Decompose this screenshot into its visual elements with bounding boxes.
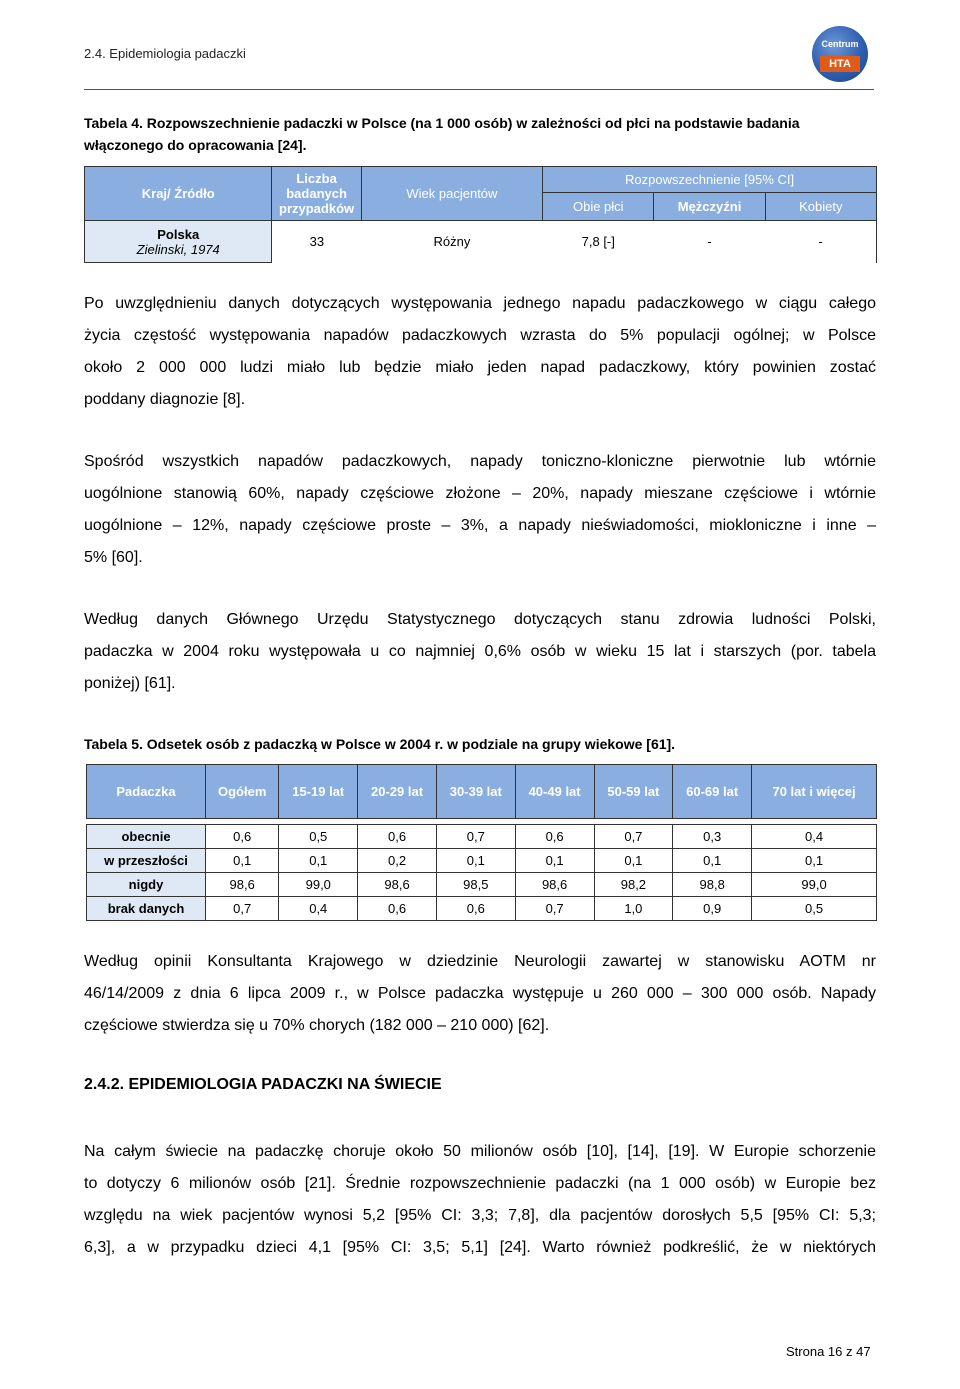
table5-cell: 0,1 [752, 849, 877, 873]
table4-header-both: Obie płci [543, 193, 654, 221]
paragraph-line: to dotyczy 6 milionów osób [21]. Średnie rozpowszechnienie padaczki (na 1 000 osób) w Europie bez [84, 1175, 876, 1192]
table5-cell: 0,7 [206, 897, 279, 921]
paragraph-line: padaczka w 2004 roku występowała u co najmniej 0,6% osób w wieku 15 lat i starszych (por. tabela [84, 643, 876, 660]
table5-row-label: obecnie [87, 825, 206, 849]
paragraph-line: uogólnione stanowią 60%, napady częściowe złożone – 20%, napady mieszane częściowe i wtórnie [84, 485, 876, 502]
header-divider [84, 89, 874, 90]
table5-cell: 0,1 [436, 849, 515, 873]
paragraph-line: uogólnione – 12%, napady częściowe proste – 3%, a napady nieświadomości, miokloniczne i inne – [84, 517, 876, 534]
table5-cell: 0,6 [515, 825, 594, 849]
table5-cell: 0,1 [515, 849, 594, 873]
table5-cell: 98,6 [515, 873, 594, 897]
logo-bottom-text: HTA [820, 56, 860, 72]
table5-cell: 1,0 [594, 897, 673, 921]
table5-cell: 0,9 [673, 897, 752, 921]
table4-header-source: Kraj/ Źródło [85, 167, 272, 221]
table5 [86, 764, 877, 921]
paragraph-line: 5% [60]. [84, 549, 143, 566]
paragraph-line: 46/14/2009 z dnia 6 lipca 2009 r., w Polsce padaczka występuje u 260 000 – 300 000 osób. Napady [84, 985, 876, 1002]
table5-header: 40-49 lat [515, 765, 594, 819]
table5-header: 50-59 lat [594, 765, 673, 819]
table5-cell: 98,8 [673, 873, 752, 897]
paragraph-line: Spośród wszystkich napadów padaczkowych, napady toniczno-kloniczne pierwotnie lub wtórnie [84, 453, 876, 470]
table5-cell: 98,6 [206, 873, 279, 897]
table5-cell: 0,6 [436, 897, 515, 921]
table4-header-prevalence: Rozpowszechnienie [95% CI] [543, 167, 877, 193]
paragraph-line: 6,3], a w przypadku dzieci 4,1 [95% CI: 3,5; 5,1] [24]. Warto również podkreślić, że w niektórych [84, 1239, 876, 1256]
table5-cell: 0,5 [279, 825, 358, 849]
table4-country: Polska [157, 226, 200, 242]
table5-header: 60-69 lat [673, 765, 752, 819]
paragraph-line: poniżej) [61]. [84, 675, 176, 692]
table4-age: Różny [433, 234, 471, 250]
table5-row-label: w przeszłości [87, 849, 206, 873]
table4-header-age: Wiek pacjentów [361, 167, 542, 221]
table5-cell: 0,7 [436, 825, 515, 849]
table5-cell: 98,5 [436, 873, 515, 897]
table5-cell: 0,7 [594, 825, 673, 849]
table5-header: 70 lat i więcej [752, 765, 877, 819]
table5-cell: 0,4 [279, 897, 358, 921]
table4-row-source [85, 221, 272, 263]
table5-cell: 0,5 [752, 897, 877, 921]
centrum-hta-logo [812, 26, 868, 82]
table5-cell: 98,2 [594, 873, 673, 897]
table4-header-women: Kobiety [765, 193, 876, 221]
table5-cell: 0,1 [673, 849, 752, 873]
logo-top-text: Centrum [821, 39, 859, 49]
table5-header: 20-29 lat [358, 765, 437, 819]
table5-cell: 0,6 [358, 897, 437, 921]
paragraph-line: Po uwzględnieniu danych dotyczących występowania jednego napadu padaczkowego w ciągu całego [84, 295, 876, 312]
table5-header: Ogółem [206, 765, 279, 819]
table5-caption: Tabela 5. Odsetek osób z padaczką w Polsce w 2004 r. w podziale na grupy wiekowe [61]. [84, 736, 676, 752]
table4-cases: 33 [309, 234, 325, 250]
section-heading: 2.4.2. EPIDEMIOLOGIA PADACZKI NA ŚWIECIE [84, 1076, 442, 1093]
paragraph-line: Według danych Głównego Urzędu Statystycznego dotyczących stanu zdrowia ludności Polski, [84, 611, 876, 628]
paragraph-line: względu na wiek pacjentów wynosi 5,2 [95% CI: 3,3; 7,8], dla pacjentów dorosłych 5,5 [95% CI: 5,3; [84, 1207, 876, 1224]
table4-source-name: Zielinski, 1974 [136, 241, 220, 257]
table5-cell: 0,6 [206, 825, 279, 849]
table5-header: Padaczka [87, 765, 206, 819]
paragraph-line: Na całym świecie na padaczkę choruje około 50 milionów osób [10], [14], [19]. W Europie schorzenie [84, 1143, 876, 1160]
table4-caption: Tabela 4. Rozpowszechnienie padaczki w Polsce (na 1 000 osób) w zależności od płci na podstawie badania włączonego do opracowania [24]. [84, 115, 800, 153]
table5-cell: 0,1 [206, 849, 279, 873]
table4-header-men: Mężczyźni [654, 193, 765, 221]
table4 [84, 166, 877, 263]
paragraph-line: Według opinii Konsultanta Krajowego w dziedzinie Neurologii zawartej w stanowisku AOTM nr [84, 953, 876, 970]
table5-cell: 0,7 [515, 897, 594, 921]
table5-cell: 0,1 [594, 849, 673, 873]
table4-header-cases: Liczba badanych przypadków [272, 167, 361, 221]
table5-cell: 0,6 [358, 825, 437, 849]
table5-cell: 0,1 [279, 849, 358, 873]
paragraph-line: poddany diagnozie [8]. [84, 391, 246, 408]
table5-cell: 0,2 [358, 849, 437, 873]
table5-row-label: nigdy [87, 873, 206, 897]
table4-both: 7,8 [-] [581, 234, 615, 250]
table5-cell: 99,0 [279, 873, 358, 897]
table5-header: 30-39 lat [436, 765, 515, 819]
paragraph-line: około 2 000 000 ludzi miało lub będzie miało jeden napad padaczkowy, który powinien zostać [84, 359, 876, 376]
paragraph-line: częściowe stwierdza się u 70% chorych (182 000 – 210 000) [62]. [84, 1017, 550, 1034]
table5-cell: 99,0 [752, 873, 877, 897]
table5-cell: 0,4 [752, 825, 877, 849]
running-header: 2.4. Epidemiologia padaczki [84, 46, 246, 61]
table5-cell: 98,6 [358, 873, 437, 897]
table5-header: 15-19 lat [279, 765, 358, 819]
paragraph-line: życia częstość występowania napadów padaczkowych wzrasta do 5% populacji ogólnej; w Polsce [84, 327, 876, 344]
table4-women: - [765, 221, 876, 263]
page-number: Strona 16 z 47 [786, 1344, 871, 1359]
table4-men: - [707, 234, 712, 250]
table5-cell: 0,3 [673, 825, 752, 849]
table5-row-label: brak danych [87, 897, 206, 921]
